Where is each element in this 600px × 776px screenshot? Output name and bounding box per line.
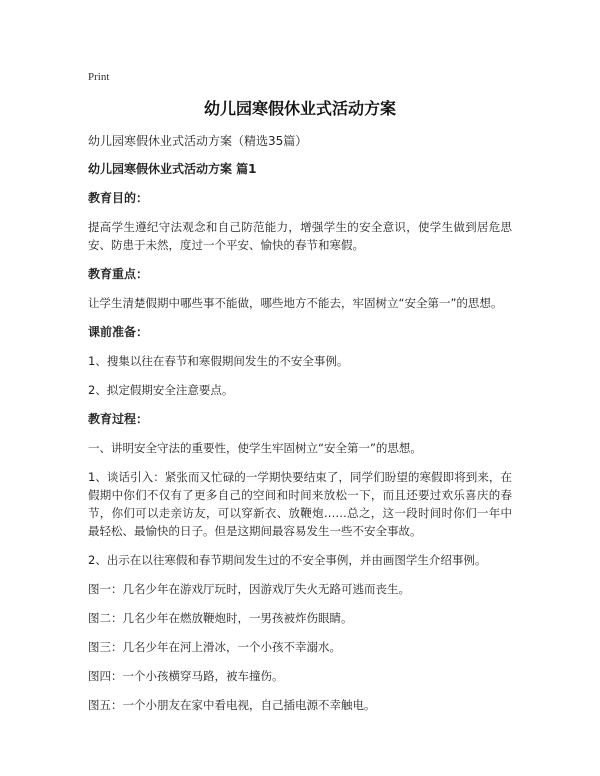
focus-paragraph: 让学生清楚假期中哪些事不能做，哪些地方不能去，牢固树立“安全第一”的思想。 xyxy=(88,296,503,310)
goal-heading: 教育目的： xyxy=(88,191,149,205)
picture-case-4: 图四：一个小孩横穿马路，被车撞伤。 xyxy=(88,669,284,683)
picture-case-2: 图二：几名少年在燃放鞭炮时，一男孩被炸伤眼睛。 xyxy=(88,611,353,625)
goal-paragraph: 提高学生遵纪守法观念和自己防范能力，增强学生的安全意识，使学生做到居危思安、防患于未然，度过一个平安、愉快的春节和寒假。 xyxy=(88,220,512,252)
picture-case-5: 图五：一个小朋友在家中看电视，自己插电源不幸触电。 xyxy=(88,698,376,712)
document-subtitle: 幼儿园寒假休业式活动方案（精选35篇） xyxy=(88,134,308,148)
section-title: 幼儿园寒假休业式活动方案 篇1 xyxy=(88,162,257,176)
picture-case-3: 图三：几名少年在河上滑冰，一个小孩不幸溺水。 xyxy=(88,640,341,654)
picture-case-1: 图一：几名少年在游戏厅玩时，因游戏厅失火无路可逃而丧生。 xyxy=(88,582,410,596)
document-title: 幼儿园寒假休业式活动方案 xyxy=(203,99,396,118)
prep-heading: 课前准备： xyxy=(88,325,149,339)
print-label[interactable]: Print xyxy=(88,71,110,83)
prep-item-2: 2、拟定假期安全注意要点。 xyxy=(88,383,234,397)
process-item-2: 2、出示在以往寒假和春节期间发生过的不安全事例，并由画图学生介绍事例。 xyxy=(88,553,487,567)
process-item-1: 1、谈话引入：紧张而又忙碌的一学期快要结束了，同学们盼望的寒假即将到来，在假期中你们不仅有了更多自己的空间和时间来放松一下，而且还要过欢乐喜庆的春节，你们可以走亲访友，可以穿新衣、放鞭炮……总之，这一段时间时你们一年中最轻松、最愉快的日子。但是这期间最容易发生一些不安全事故。 xyxy=(88,470,512,538)
focus-heading: 教育重点： xyxy=(88,267,149,281)
process-heading: 教育过程： xyxy=(88,412,149,426)
process-intro: 一、讲明安全守法的重要性，使学生牢固树立“安全第一”的思想。 xyxy=(88,441,422,455)
prep-item-1: 1、搜集以往在春节和寒假期间发生的不安全事例。 xyxy=(88,354,349,368)
